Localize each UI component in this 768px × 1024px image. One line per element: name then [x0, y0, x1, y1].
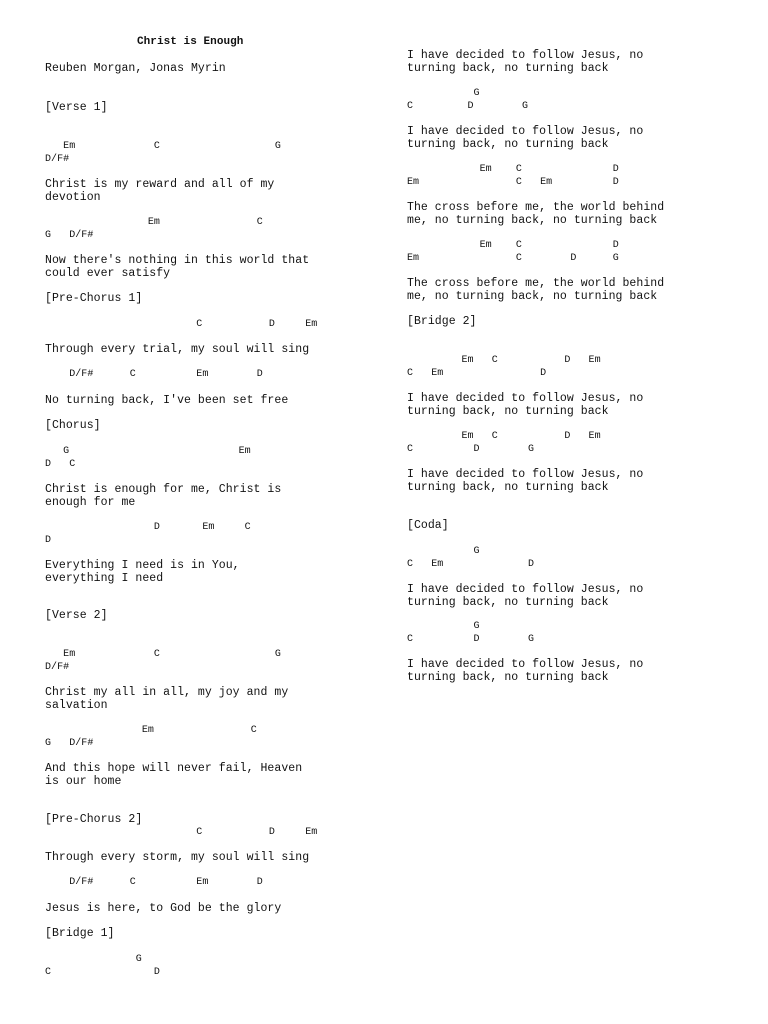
lyric-line: I have decided to follow Jesus, no	[407, 583, 644, 596]
lyric-line: I have decided to follow Jesus, no	[407, 392, 644, 405]
lyric-line: salvation	[45, 699, 108, 712]
chord-line: D/F#	[45, 154, 70, 165]
lyric-line: Through every trial, my soul will sing	[45, 343, 310, 356]
section-label-chorus: [Chorus]	[45, 419, 101, 432]
lyric-line: devotion	[45, 191, 101, 204]
lyric-line: turning back, no turning back	[407, 138, 609, 151]
section-label-bridge-2: [Bridge 2]	[407, 315, 477, 328]
chord-line: C Em D	[407, 368, 547, 379]
chord-line: Em C Em D	[407, 177, 619, 188]
lyric-line: I have decided to follow Jesus, no	[407, 49, 644, 62]
lyric-line: Christ is enough for me, Christ is	[45, 483, 282, 496]
lyric-line: Christ my all in all, my joy and my	[45, 686, 289, 699]
chord-line: Em C D Em	[407, 355, 601, 366]
chord-line: G D/F#	[45, 230, 94, 241]
chord-line: C Em D	[407, 559, 535, 570]
song-authors: Reuben Morgan, Jonas Myrin	[45, 62, 226, 75]
chord-line: C D	[45, 967, 160, 978]
lyric-line: Christ is my reward and all of my	[45, 178, 275, 191]
lyric-line: turning back, no turning back	[407, 481, 609, 494]
chord-line: Em C D	[407, 240, 619, 251]
lyric-line: The cross before me, the world behind	[407, 201, 665, 214]
lyric-line: The cross before me, the world behind	[407, 277, 665, 290]
chord-line: Em C	[45, 725, 257, 736]
lyric-line: turning back, no turning back	[407, 62, 609, 75]
chord-line: C D Em	[45, 319, 318, 330]
chord-line: C D G	[407, 101, 529, 112]
chord-line: C D G	[407, 634, 535, 645]
lyric-line: Now there's nothing in this world that	[45, 254, 310, 267]
chord-line: G	[407, 621, 480, 632]
chord-line: Em C G	[45, 141, 281, 152]
chord-line: Em C	[45, 217, 263, 228]
chord-line: Em C G	[45, 649, 281, 660]
chord-line: Em C D Em	[407, 431, 601, 442]
section-label-verse-2: [Verse 2]	[45, 609, 108, 622]
song-title: Christ is Enough	[137, 36, 244, 48]
chord-line: G	[45, 954, 142, 965]
chord-line: D/F# C Em D	[45, 369, 263, 380]
lyric-line: me, no turning back, no turning back	[407, 290, 658, 303]
section-label-pre-chorus-1: [Pre-Chorus 1]	[45, 292, 143, 305]
chord-line: C D G	[407, 444, 535, 455]
chord-line: G	[407, 546, 480, 557]
lyric-line: everything I need	[45, 572, 164, 585]
section-label-pre-chorus-2: [Pre-Chorus 2]	[45, 813, 143, 826]
chord-line: G Em	[45, 446, 251, 457]
chord-line: G D/F#	[45, 738, 94, 749]
chord-line: G	[407, 88, 480, 99]
lyric-line: turning back, no turning back	[407, 596, 609, 609]
section-label-verse-1: [Verse 1]	[45, 101, 108, 114]
lyric-line: Jesus is here, to God be the glory	[45, 902, 282, 915]
lyric-line: And this hope will never fail, Heaven	[45, 762, 303, 775]
chord-line: Em C D G	[407, 253, 619, 264]
chord-line: D	[45, 535, 52, 546]
chord-line: C D Em	[45, 827, 318, 838]
lyric-line: I have decided to follow Jesus, no	[407, 125, 644, 138]
section-label-coda: [Coda]	[407, 519, 449, 532]
chord-line: D/F# C Em D	[45, 877, 263, 888]
chord-line: Em C D	[407, 164, 619, 175]
lyric-line: enough for me	[45, 496, 136, 509]
chord-line: D C	[45, 459, 76, 470]
lyric-line: is our home	[45, 775, 122, 788]
lyric-line: me, no turning back, no turning back	[407, 214, 658, 227]
chord-line: D Em C	[45, 522, 251, 533]
lyric-line: turning back, no turning back	[407, 671, 609, 684]
lyric-line: Everything I need is in You,	[45, 559, 240, 572]
lyric-line: I have decided to follow Jesus, no	[407, 468, 644, 481]
chord-line: D/F#	[45, 662, 70, 673]
lyric-line: No turning back, I've been set free	[45, 394, 289, 407]
lyric-line: Through every storm, my soul will sing	[45, 851, 310, 864]
lyric-line: turning back, no turning back	[407, 405, 609, 418]
lyric-line: could ever satisfy	[45, 267, 171, 280]
section-label-bridge-1: [Bridge 1]	[45, 927, 115, 940]
lyric-line: I have decided to follow Jesus, no	[407, 658, 644, 671]
